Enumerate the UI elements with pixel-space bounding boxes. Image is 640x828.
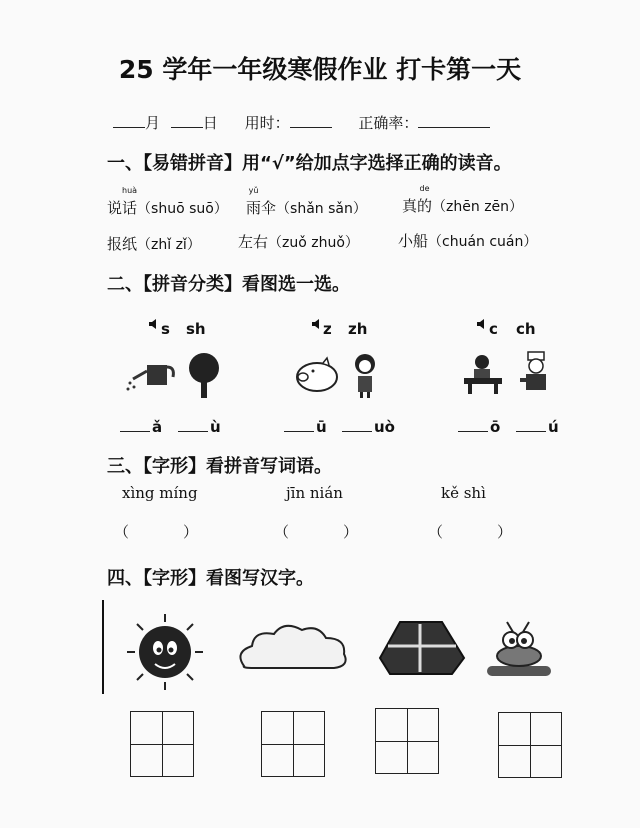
s2-cons-1a: s [161, 320, 170, 338]
s2-answer-2a[interactable]: ū [284, 417, 327, 436]
s3-answer-1[interactable]: （ ） [114, 523, 199, 541]
s2-answer-1a[interactable]: ǎ [120, 417, 162, 436]
s2-cons-2a: z [323, 320, 332, 338]
s1-choices-2[interactable]: （shǎn sǎn） [276, 201, 367, 217]
s1-item-4 [107, 233, 201, 254]
month-blank[interactable] [113, 113, 145, 128]
s2-cons-2b: zh [348, 320, 368, 338]
margin-line [102, 600, 104, 694]
accuracy-blank[interactable] [418, 113, 490, 128]
speaker-icon [476, 318, 488, 330]
s1-word-3a: 真 [402, 197, 418, 215]
sun-icon [125, 612, 205, 692]
s2-cons-3b: ch [516, 320, 536, 338]
s1-ruby-3: de [419, 184, 430, 193]
day-blank[interactable] [171, 113, 203, 128]
s3-answer-3[interactable]: （ ） [428, 523, 513, 541]
s1-word-1a: 说 [107, 199, 123, 217]
insect-icon [483, 620, 555, 682]
tree-icon [186, 352, 222, 400]
s1-word-2b: 伞 [261, 199, 277, 217]
s1-dotted-1: huà 话 [122, 186, 138, 217]
s2-answer-1b[interactable]: ù [178, 417, 221, 436]
s3-pinyin-3: kě shì [441, 484, 486, 502]
s1-item-6 [398, 230, 537, 251]
s1-ruby-1: huà [122, 186, 138, 195]
page-title: 25 学年一年级寒假作业 打卡第一天 [118, 55, 522, 84]
watering-can-icon [125, 355, 177, 395]
s1-item-1 [107, 186, 228, 218]
s3-answer-2[interactable]: （ ） [274, 523, 359, 541]
cook-at-table-icon [460, 352, 506, 396]
s1-choices-6[interactable]: （chuán cuán） [428, 234, 538, 250]
writing-grid-4[interactable] [498, 712, 562, 778]
girl-icon [350, 352, 380, 400]
time-blank[interactable] [290, 113, 332, 128]
s1-choices-5[interactable]: （zuǒ zhuǒ） [268, 235, 359, 251]
s1-choices-1[interactable]: （shuō suō） [137, 201, 228, 217]
s2-cons-1b: sh [186, 320, 206, 338]
s3-pinyin-1: xìng míng [122, 484, 198, 502]
speaker-icon [311, 318, 323, 330]
s1-choices-4[interactable]: （zhǐ zǐ） [137, 237, 201, 253]
writing-grid-2[interactable] [261, 711, 325, 777]
s1-word-4: 报纸 [107, 235, 138, 253]
cloud-icon [232, 622, 354, 678]
section1-heading: 一、【易错拼音】用“√”给加点字选择正确的读音。 [107, 153, 512, 174]
s1-item-5 [238, 231, 359, 252]
info-line [113, 112, 490, 133]
s1-dotted-3: de 的 [417, 184, 433, 215]
month-label: 月 [145, 114, 161, 132]
s2-answer-3b[interactable]: ú [516, 417, 559, 436]
s2-answer-2b[interactable]: uò [342, 417, 395, 436]
writing-grid-3[interactable] [375, 708, 439, 774]
chef-icon [516, 350, 556, 396]
s1-ruby-2: yǔ [248, 186, 259, 195]
field-icon [370, 614, 470, 680]
day-label: 日 [202, 114, 218, 132]
s1-item-3 [402, 184, 524, 216]
accuracy-label: 正确率： [358, 114, 419, 132]
s1-word-5: 左右 [238, 233, 269, 251]
s1-dotted-2: yǔ 雨 [246, 186, 262, 217]
section3-heading: 三、【字形】看拼音写词语。 [107, 456, 332, 477]
s2-answer-3a[interactable]: ō [458, 417, 500, 436]
section4-heading: 四、【字形】看图写汉字。 [107, 568, 314, 589]
s1-word-6: 小船 [398, 232, 429, 250]
s2-cons-3a: c [489, 320, 498, 338]
s1-choices-3[interactable]: （zhēn zēn） [432, 199, 524, 215]
speaker-icon [148, 318, 160, 330]
section2-heading: 二、【拼音分类】看图选一选。 [107, 274, 350, 295]
writing-grid-1[interactable] [130, 711, 194, 777]
s3-pinyin-2: jīn nián [286, 484, 343, 502]
s1-item-2 [246, 186, 367, 218]
pig-icon [293, 355, 341, 395]
time-label: 用时： [244, 114, 290, 132]
